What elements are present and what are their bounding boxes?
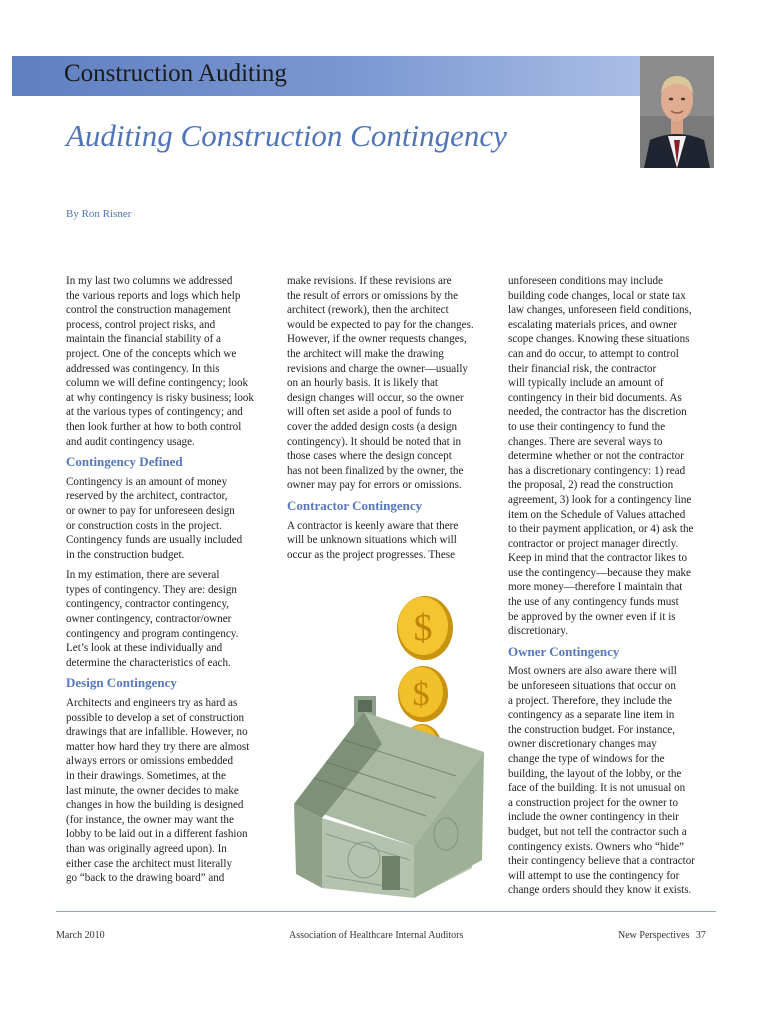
footer-publication-name: New Perspectives	[618, 930, 690, 941]
footer-publisher: Association of Healthcare Internal Auditors	[289, 930, 464, 941]
coin-middle	[398, 666, 448, 722]
section-title: Construction Auditing	[64, 60, 287, 87]
paragraph-contractor: A contractor is keenly aware that there will be unknown situations which will occur as the project progresses. These	[287, 519, 459, 561]
footer-date: March 2010	[56, 930, 105, 941]
heading-contingency-defined: Contingency Defined	[66, 454, 183, 470]
paragraph-intro: In my last two columns we addressed the various reports and logs which help control the construction management process, control project risks, and maintain the financial stability of a project. One of the concepts which we addressed was contingency. In this column we will define contingency; look at why contingency is risky business; look at the various types of contingency; and then look further at how to both control and audit contingency usage.	[66, 275, 254, 448]
svg-text:$: $	[413, 607, 433, 649]
heading-owner-contingency: Owner Contingency	[508, 643, 620, 659]
heading-contractor-contingency: Contractor Contingency	[287, 497, 423, 513]
money-house-illustration	[286, 584, 492, 900]
paragraph-owner: Most owners are also aware there will be unforeseen situations that occur on a project. Therefore, they include the contingency as a separate line item in the construction budget. For instance, owner discretionary changes may change the type of windows for the building, the layout of the lobby, or the face of the building. It is not unusual on a construction project for the owner to include the owner contingency in their budget, but not tell the contractor such a contingency exists. Owners who “hide” their contingency believe that a contractor will attempt to use the contingency for change orders should they know it exists.	[508, 665, 695, 897]
paragraph-definition: Contingency is an amount of money reserved by the architect, contractor, or owner to pay for unforeseen design or construction costs in the project. Contingency funds are usually included in the construction budget.	[66, 475, 243, 561]
paragraph-types: In my estimation, there are several types of contingency. They are: design contingency, contractor contingency, owner contingency, contractor/owner contingency and program contingency. Let’s look at these individually and determine the characteristics of each.	[66, 569, 239, 669]
svg-text:$: $	[412, 676, 430, 713]
article-title: Auditing Construction Contingency	[66, 118, 507, 153]
article-column-3	[508, 274, 715, 904]
article-column-2	[287, 274, 497, 568]
author-portrait-image	[640, 56, 714, 168]
footer-publication	[618, 930, 706, 941]
heading-design-contingency: Design Contingency	[66, 675, 177, 691]
article-column-1	[66, 274, 272, 892]
footer-divider	[56, 911, 716, 912]
page-number: 37	[695, 930, 706, 941]
byline: By Ron Risner	[66, 208, 132, 220]
coin-top	[397, 596, 453, 660]
author-photo	[640, 56, 714, 168]
paragraph-design-continued: make revisions. If these revisions are the result of errors or omissions by the architect (rework), then the architect would be expected to pay for the changes. However, if the owner requests changes, the architect will make the drawing revisions and charge the owner—usually on an hourly basis. It is likely that design changes will occur, so the owner will often set aside a pool of funds to cover the added design costs (a design contingency). It should be noted that in those cases where the design concept has not been finalized by the owner, the owner may pay for errors or omissions.	[287, 275, 474, 492]
paragraph-design: Architects and engineers try as hard as possible to develop a set of construction drawings that are infallible. However, no matter how hard they try there are almost always errors or omissions embedded in their drawings. Sometimes, at the last minute, the owner decides to make changes in how the building is designed (for instance, the owner may want the lobby to be laid out in a different fashion than was originally agreed upon). In either case the architect must literally go “back to the drawing board” and	[66, 697, 250, 885]
paragraph-contractor-continued: unforeseen conditions may include building code changes, local or state tax law changes, unforeseen field conditions, escalating materials prices, and owner scope changes. Knowing these situations can and do occur, to attempt to control their financial risk, the contractor will typically include an amount of contingency in their bid documents. As needed, the contractor has the discretion to use their contingency to fund the changes. There are several ways to determine whether or not the contractor has a discretionary contingency: 1) read the proposal, 2) read the construction agreement, 3) look for a contingency line item on the Schedule of Values attached to their payment application, or 4) ask the contractor or project manager directly. Keep in mind that the contractor likes to use the contingency—because they make more money—therefore I maintain that the use of any contingency funds must be approved by the owner even if it is discretionary.	[508, 275, 694, 638]
money-house-image	[286, 584, 492, 900]
